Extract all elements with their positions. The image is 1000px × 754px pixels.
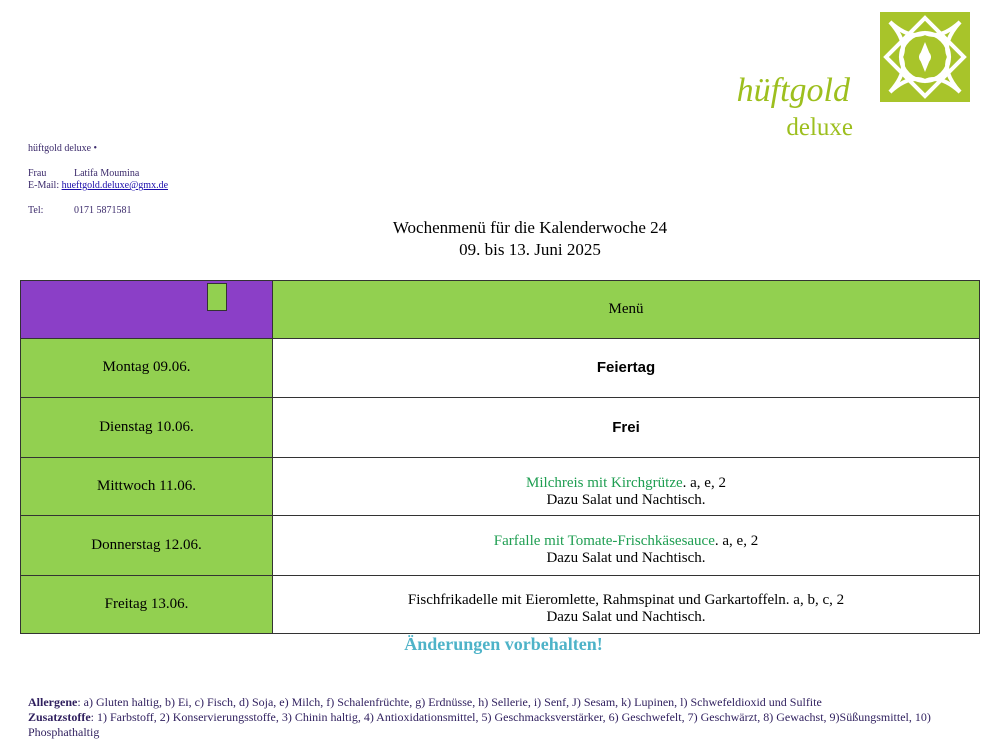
day-cell: Montag 09.06. — [21, 339, 273, 397]
contact-tel — [28, 205, 132, 216]
allergens-label: Allergene — [28, 695, 78, 709]
additives-text: : 1) Farbstoff, 2) Konservierungsstoffe, 3) Chinin haltig, 4) Antioxidationsmittel, 5) Geschmacksverstärker, 6) Geschwefelt, 7) Geschwärzt, 8) Gewachst, 9)Süßungsmittel, 10) Phosphathaltig — [28, 710, 931, 739]
dish-cell — [273, 575, 980, 633]
ornament-logo-icon — [880, 12, 970, 102]
table-row — [21, 575, 980, 633]
logo-name: hüftgold — [736, 72, 850, 109]
table-row — [21, 457, 980, 515]
dish-cell — [273, 457, 980, 515]
email-link[interactable]: hueftgold.deluxe@gmx.de — [61, 180, 169, 191]
company-name: hüftgold deluxe • — [28, 143, 98, 154]
day-cell: Freitag 13.06. — [21, 575, 273, 633]
dish-cell — [273, 516, 980, 575]
table-row — [21, 397, 980, 457]
tel-label: Tel: — [28, 205, 44, 216]
dish-side: Dazu Salat und Nachtisch. — [546, 609, 706, 626]
tel-value: 0171 5871581 — [74, 205, 132, 216]
header-checkbox[interactable] — [207, 283, 227, 311]
dish-codes: . a, e, 2 — [714, 533, 759, 550]
dish-side: Dazu Salat und Nachtisch. — [546, 550, 706, 567]
allergens-text: : a) Gluten haltig, b) Ei, c) Fisch, d) Soja, e) Milch, f) Schalenfrüchte, g) Erdnüsse, h) Sellerie, i) Senf, J) Sesam, k) Lupinen, l) Schwefeldioxid und Sulfite — [77, 695, 822, 709]
day-cell: Donnerstag 12.06. — [21, 516, 273, 575]
day-cell: Mittwoch 11.06. — [21, 457, 273, 515]
dish-side: Dazu Salat und Nachtisch. — [546, 491, 706, 508]
contact-person — [28, 168, 139, 179]
page-subtitle: 09. bis 13. Juni 2025 — [459, 240, 601, 259]
page-title: Wochenmenü für die Kalenderwoche 24 — [392, 218, 668, 237]
person-name: Latifa Moumina — [74, 168, 140, 179]
changes-notice: Änderungen vorbehalten! — [404, 634, 603, 654]
additives-label: Zusatzstoffe — [28, 710, 91, 724]
table-header-row — [21, 281, 980, 339]
day-cell: Dienstag 10.06. — [21, 397, 273, 457]
salutation-label: Frau — [28, 168, 47, 179]
dish-name: Fischfrikadelle mit Eieromlette, Rahmspinat und Garkartoffeln. a, b, c, 2 — [407, 592, 845, 609]
table-row — [21, 516, 980, 575]
contact-email — [28, 180, 168, 191]
dish-cell: Feiertag — [273, 339, 980, 397]
table-row — [21, 339, 980, 397]
email-label: E-Mail: — [28, 180, 60, 191]
dish-name: Milchreis mit Kirchgrütze — [526, 474, 683, 491]
header-corner-cell — [21, 281, 273, 339]
dish-cell: Frei — [273, 397, 980, 457]
dish-codes: . a, e, 2 — [682, 474, 726, 491]
dish-name: Farfalle mit Tomate-Frischkäsesauce — [493, 533, 715, 550]
logo-subtitle: deluxe — [786, 114, 853, 141]
menu-header: Menü — [273, 281, 980, 339]
allergens-info — [28, 695, 978, 740]
menu-table — [20, 280, 980, 634]
